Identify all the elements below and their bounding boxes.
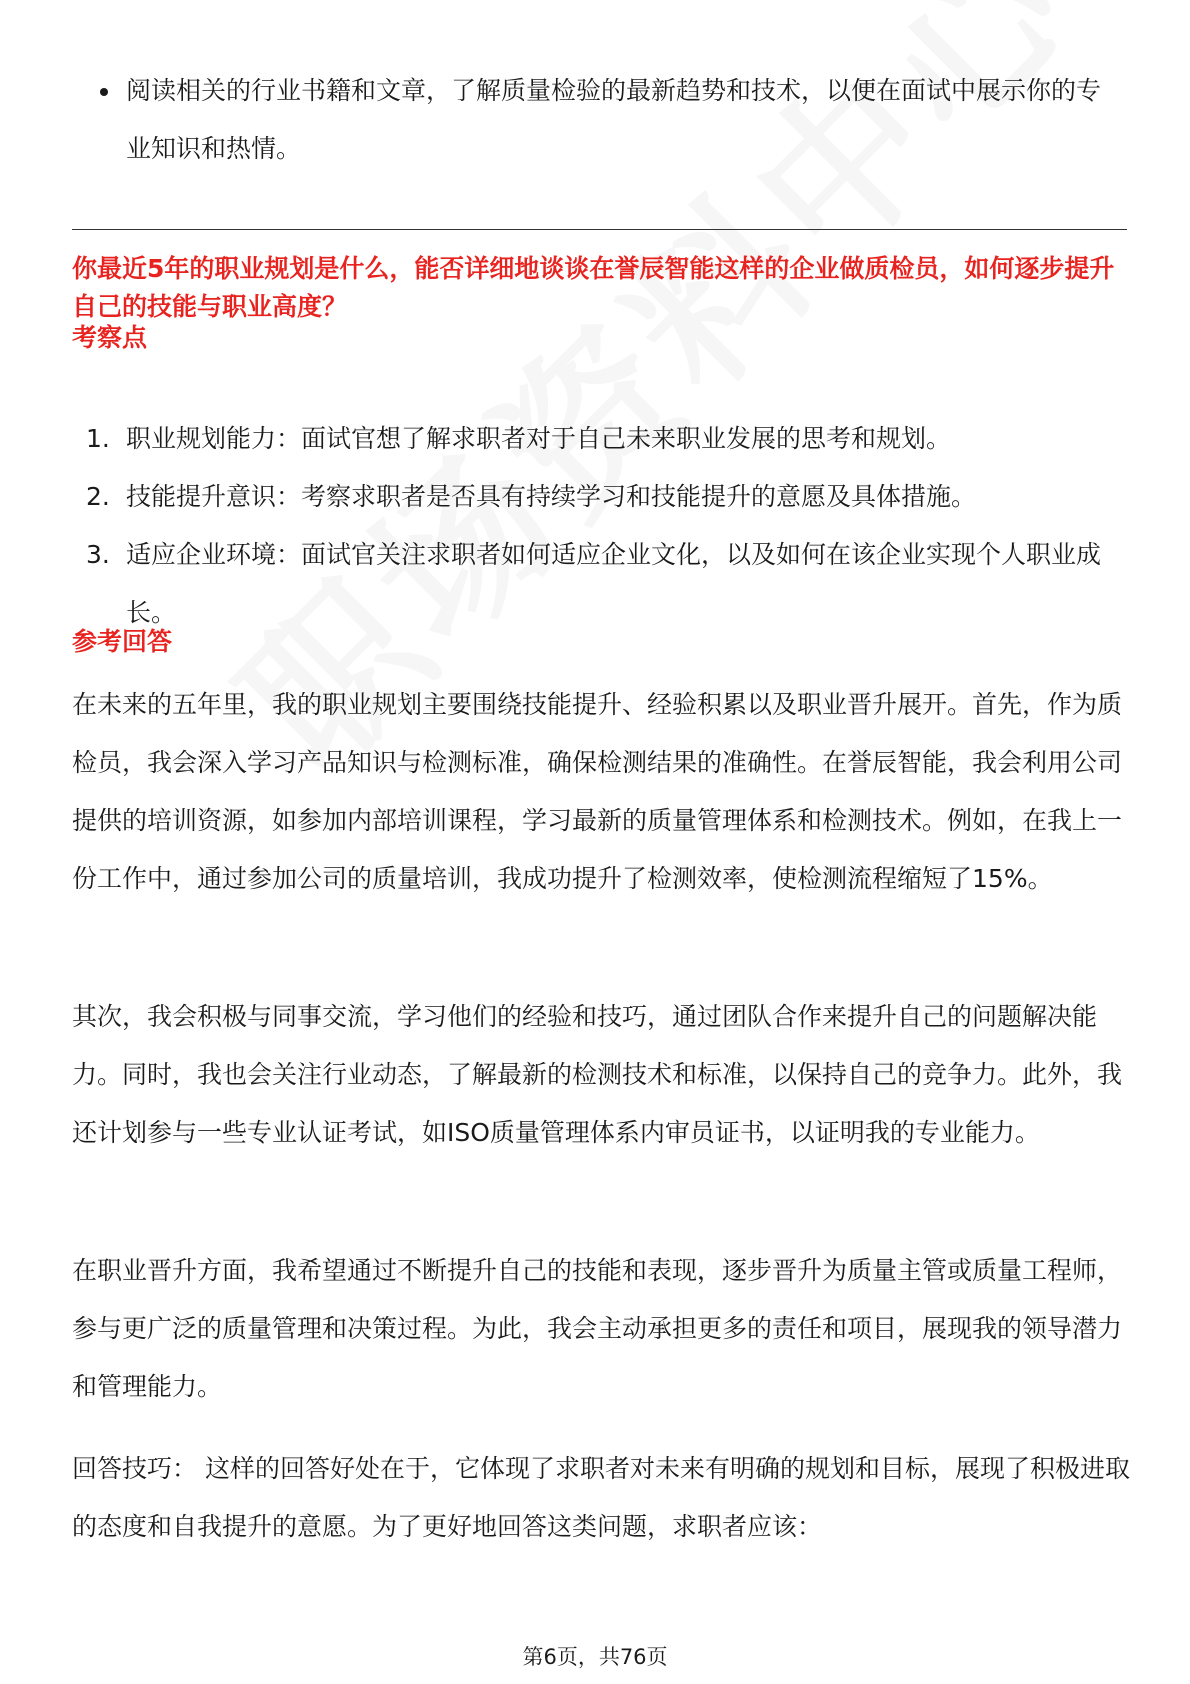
bullet-item	[72, 62, 1122, 178]
answer-paragraph: 其次，我会积极与同事交流，学习他们的经验和技巧，通过团队合作来提升自己的问题解决能力。同时，我也会关注行业动态，了解最新的检测技术和标准，以保持自己的竞争力。此外，我还计划参与一些专业认证考试，如ISO质量管理体系内审员证书，以证明我的专业能力。	[72, 1002, 1123, 1147]
list-item	[72, 526, 1132, 642]
list-item-number: 2.	[86, 482, 110, 511]
answer-paragraph: 在职业晋升方面，我希望通过不断提升自己的技能和表现，逐步晋升为质量主管或质量工程师，参与更广泛的质量管理和决策过程。为此，我会主动承担更多的责任和项目，展现我的领导潜力和管理能力。	[72, 1256, 1123, 1401]
list-item-text: 适应企业环境：面试官关注求职者如何适应企业文化，以及如何在该企业实现个人职业成长。	[126, 540, 1102, 627]
section-heading-points: 考察点	[72, 323, 148, 352]
points-list	[72, 410, 1132, 642]
list-item-text: 职业规划能力：面试官想了解求职者对于自己未来职业发展的思考和规划。	[126, 424, 952, 453]
question-title: 你最近5年的职业规划是什么，能否详细地谈谈在誉辰智能这样的企业做质检员，如何逐步提升自己的技能与职业高度？	[72, 254, 1115, 321]
answer-tips-paragraph: 回答技巧： 这样的回答好处在于，它体现了求职者对未来有明确的规划和目标，展现了积极进取的态度和自我提升的意愿。为了更好地回答这类问题，求职者应该：	[72, 1454, 1130, 1541]
list-item	[72, 410, 1132, 468]
section-divider	[72, 229, 1127, 230]
answer-paragraph: 在未来的五年里，我的职业规划主要围绕技能提升、经验积累以及职业晋升展开。首先，作为质检员，我会深入学习产品知识与检测标准，确保检测结果的准确性。在誉辰智能，我会利用公司提供的培训资源，如参加内部培训课程，学习最新的质量管理体系和检测技术。例如，在我上一份工作中，通过参加公司的质量培训，我成功提升了检测效率，使检测流程缩短了15%。	[72, 690, 1123, 893]
bullet-text: 阅读相关的行业书籍和文章，了解质量检验的最新趋势和技术，以便在面试中展示你的专业知识和热情。	[126, 76, 1102, 163]
list-item-number: 1.	[86, 424, 110, 453]
bullet-dot-icon	[100, 88, 108, 96]
list-item	[72, 468, 1132, 526]
list-item-number: 3.	[86, 540, 110, 569]
list-item-text: 技能提升意识：考察求职者是否具有持续学习和技能提升的意愿及具体措施。	[126, 482, 977, 511]
page-footer: 第6页，共76页	[522, 1645, 668, 1669]
section-heading-answer: 参考回答	[72, 627, 173, 656]
